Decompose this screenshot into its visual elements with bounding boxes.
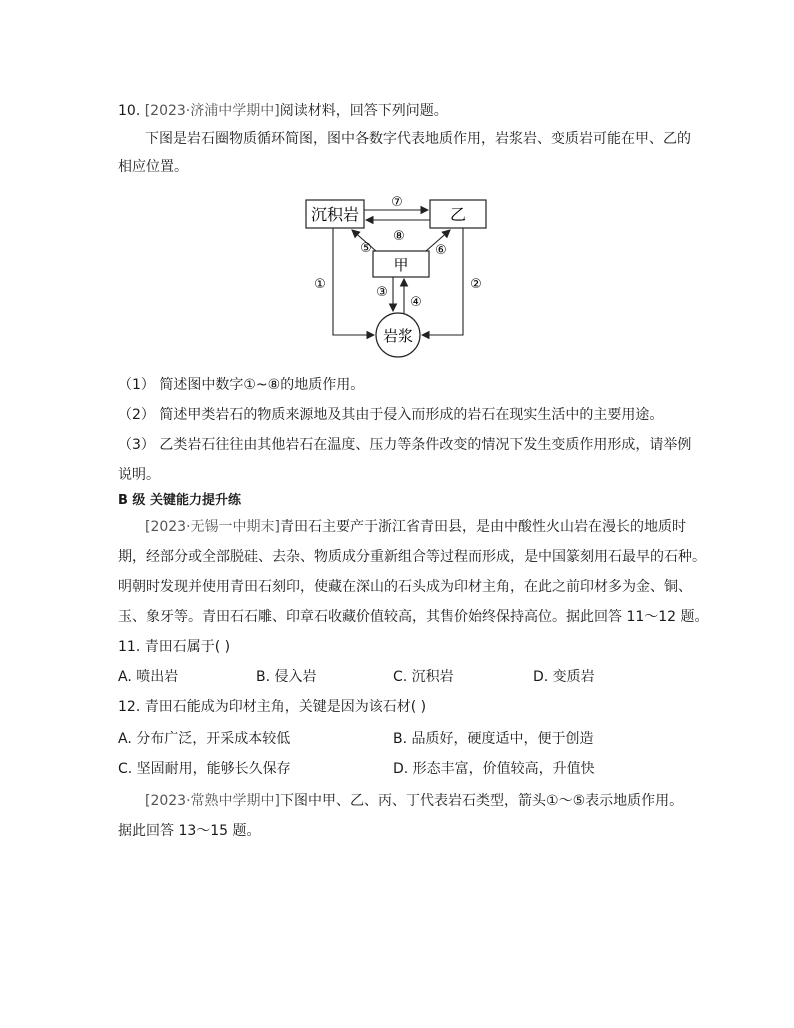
- rock-cycle-diagram: [296, 192, 536, 362]
- label-7: ⑦: [391, 195, 403, 210]
- q11-option-d[interactable]: D. 变质岩: [533, 669, 595, 685]
- q10-source: [2023·济浦中学期中]: [144, 103, 280, 119]
- label-3: ③: [376, 285, 388, 300]
- q10-paragraph-line2: 相应位置。: [118, 159, 188, 175]
- label-8: ⑧: [393, 229, 405, 244]
- q10-header: [118, 102, 448, 120]
- q13-intro-text: 下图中甲、乙、丙、丁代表岩石类型，箭头①～⑤表示地质作用。: [280, 793, 684, 809]
- yi-label: 乙: [449, 205, 467, 224]
- q11-option-c[interactable]: C. 沉积岩: [393, 669, 454, 685]
- passage-line3: 明朝时发现并使用青田石刻印，使藏在深山的石头成为印材主角，在此之前印材多为金、铜、: [118, 579, 692, 595]
- passage-line4: 玉、象牙等。青田石石雕、印章石收藏价值较高，其售价始终保持高位。据此回答 11～12 题。: [118, 609, 709, 625]
- q10-sub3-line2: 说明。: [118, 467, 160, 483]
- q10-number: 10.: [118, 103, 141, 119]
- label-5: ⑤: [360, 241, 372, 256]
- q12-option-d[interactable]: D. 形态丰富，价值较高，升值快: [393, 761, 595, 777]
- q11-stem: 11. 青田石属于( ): [118, 639, 231, 655]
- jia-label: 甲: [393, 256, 409, 274]
- passage-line1: [145, 518, 686, 536]
- passage-line2: 期，经部分或全部脱硅、去杂、物质成分重新组合等过程而形成，是中国篆刻用石最早的石种。: [118, 549, 706, 565]
- sedimentary-rock-label: 沉积岩: [310, 205, 360, 224]
- q10-sub3-line1: （3） 乙类岩石往往由其他岩石在温度、压力等条件改变的情况下发生变质作用形成，请举例: [118, 437, 692, 453]
- q13-source: [2023·常熟中学期中]: [145, 793, 281, 809]
- q12-option-c[interactable]: C. 坚固耐用，能够长久保存: [118, 761, 291, 777]
- q11-option-a[interactable]: A. 喷出岩: [118, 669, 179, 685]
- q10-instruction: 阅读材料，回答下列问题。: [279, 103, 448, 119]
- label-4: ④: [410, 295, 422, 310]
- q13-intro-line1: [145, 792, 683, 810]
- label-6: ⑥: [435, 243, 447, 258]
- q10-sub1: （1） 简述图中数字①~⑧的地质作用。: [118, 377, 365, 393]
- q12-option-b[interactable]: B. 品质好，硬度适中，便于创造: [393, 731, 594, 747]
- q12-stem: 12. 青田石能成为印材主角，关键是因为该石材( ): [118, 699, 427, 715]
- label-2: ②: [470, 277, 482, 292]
- q10-paragraph-line1: 下图是岩石圈物质循环简图，图中各数字代表地质作用，岩浆岩、变质岩可能在甲、乙的: [145, 131, 691, 147]
- passage-text1: 青田石主要产于浙江省青田县，是由中酸性火山岩在漫长的地质时: [280, 519, 687, 535]
- q12-option-a[interactable]: A. 分布广泛，开采成本较低: [118, 731, 291, 747]
- q10-sub2: （2） 简述甲类岩石的物质来源地及其由于侵入而形成的岩石在现实生活中的主要用途。: [118, 407, 664, 423]
- section-b-title: B 级 关键能力提升练: [118, 493, 241, 508]
- magma-label: 岩浆: [382, 327, 414, 345]
- passage-source: [2023·无锡一中期末]: [145, 519, 281, 535]
- label-1: ①: [314, 277, 326, 292]
- q11-option-b[interactable]: B. 侵入岩: [256, 669, 317, 685]
- q13-intro-line2: 据此回答 13～15 题。: [118, 823, 261, 839]
